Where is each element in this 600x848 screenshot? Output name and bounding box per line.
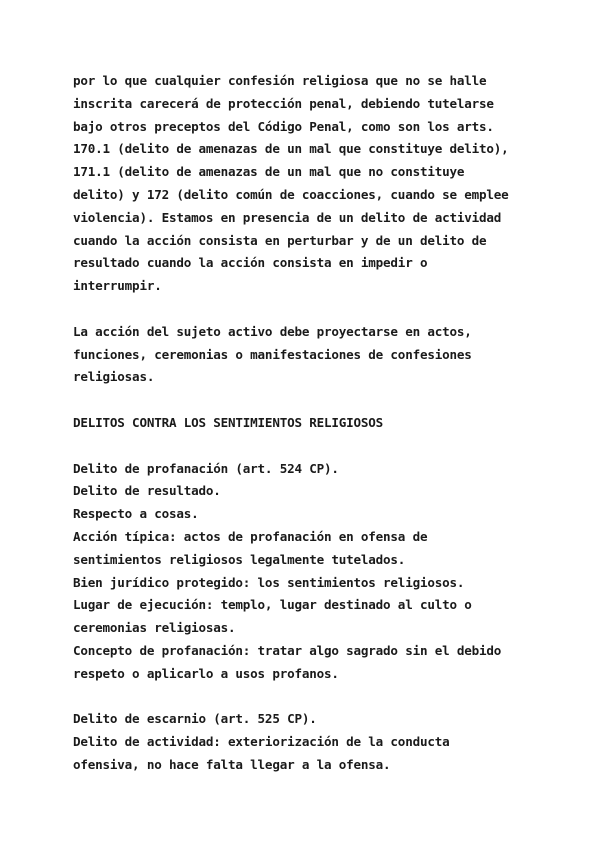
text-line: Respecto a cosas. — [73, 506, 199, 522]
paragraph-spacer — [73, 686, 573, 709]
text-line: Acción típica: actos de profanación en ofensa de — [73, 528, 428, 544]
section-heading: DELITOS CONTRA LOS SENTIMIENTOS RELIGIOSOS — [73, 414, 384, 430]
paragraph-penal-protection — [73, 70, 573, 298]
text-line: Concepto de profanación: tratar algo sagrado sin el debido — [73, 642, 502, 658]
text-line: religiosas. — [73, 369, 155, 385]
text-line: delito) y 172 (delito común de coacciones, cuando se emplee — [73, 186, 509, 202]
text-line: sentimientos religiosos legalmente tutelados. — [73, 551, 406, 567]
paragraph-subject-action — [73, 321, 573, 389]
text-line: ofensiva, no hace falta llegar a la ofensa. — [73, 756, 391, 772]
text-line: Bien jurídico protegido: los sentimientos religiosos. — [73, 574, 465, 590]
text-line: Lugar de ejecución: templo, lugar destinado al culto o — [73, 597, 472, 613]
text-line: funciones, ceremonias o manifestaciones de confesiones — [73, 346, 472, 362]
paragraph-spacer — [73, 389, 573, 412]
paragraph-spacer — [73, 298, 573, 321]
text-line: interrumpir. — [73, 278, 162, 294]
text-line: Delito de escarnio (art. 525 CP). — [73, 711, 317, 727]
text-line: violencia). Estamos en presencia de un delito de actividad — [73, 209, 502, 225]
text-line: resultado cuando la acción consista en impedir o — [73, 255, 428, 271]
text-line: bajo otros preceptos del Código Penal, como son los arts. — [73, 118, 494, 134]
paragraph-spacer — [73, 435, 573, 458]
text-line: inscrita carecerá de protección penal, debiendo tutelarse — [73, 95, 494, 111]
text-line: respeto o aplicarlo a usos profanos. — [73, 665, 339, 681]
text-line: 171.1 (delito de amenazas de un mal que no constituye — [73, 164, 465, 180]
text-line: 170.1 (delito de amenazas de un mal que constituye delito), — [73, 141, 509, 157]
section-escarnio — [73, 708, 573, 776]
text-line: ceremonias religiosas. — [73, 620, 236, 636]
text-line: La acción del sujeto activo debe proyectarse en actos, — [73, 323, 472, 339]
document-body — [73, 70, 573, 777]
section-profanacion — [73, 458, 573, 686]
text-line: cuando la acción consista en perturbar y de un delito de — [73, 232, 487, 248]
text-line: por lo que cualquier confesión religiosa que no se halle — [73, 73, 487, 88]
text-line: Delito de resultado. — [73, 483, 221, 499]
text-line: Delito de profanación (art. 524 CP). — [73, 460, 339, 476]
text-line: Delito de actividad: exteriorización de la conducta — [73, 734, 450, 750]
